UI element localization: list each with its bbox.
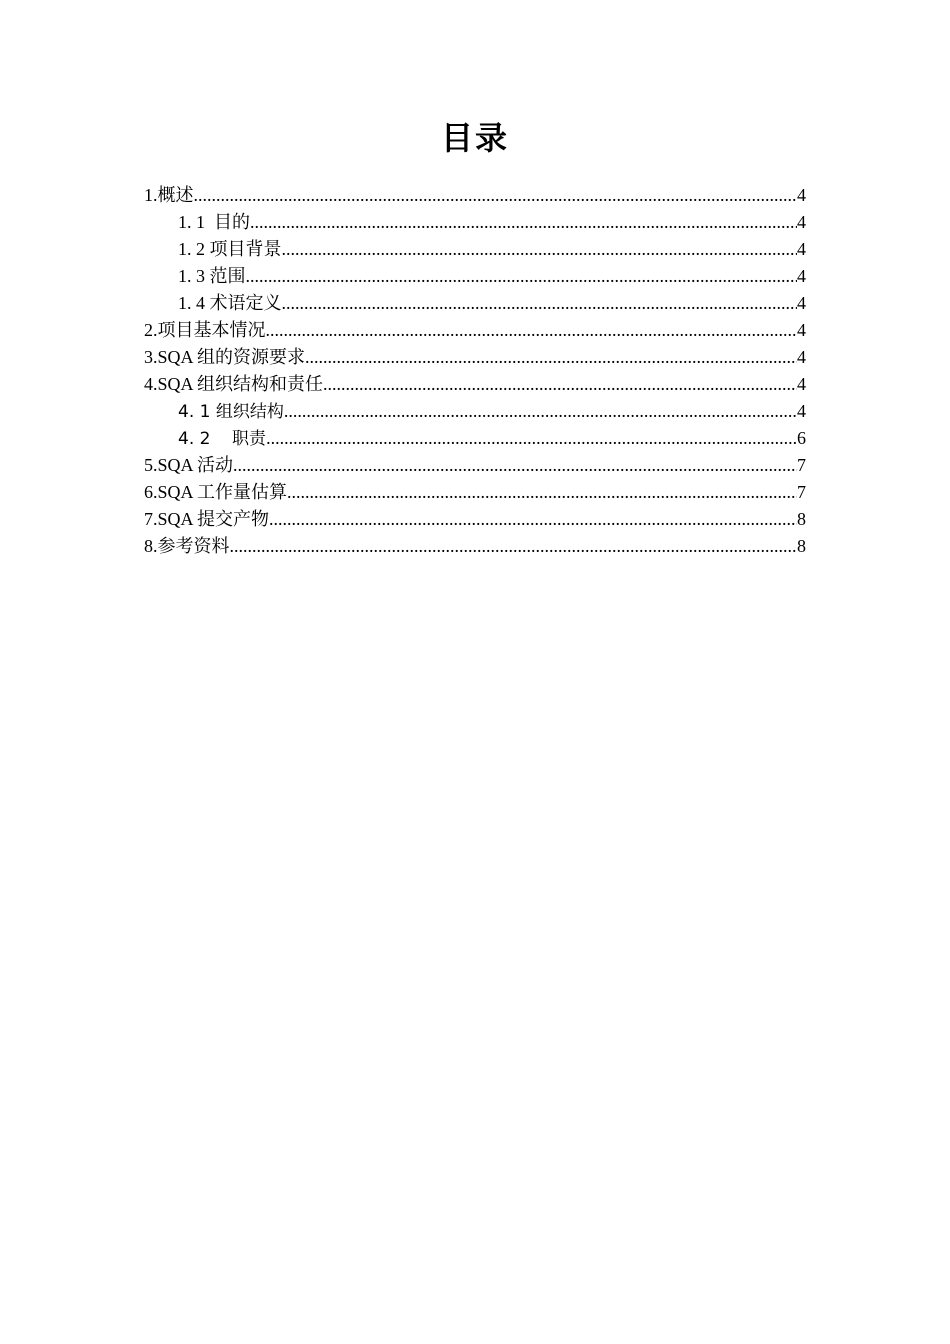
toc-dot-leader xyxy=(269,506,797,533)
toc-dot-leader xyxy=(305,344,797,371)
toc-entry-label: 4.SQA 组织结构和责任 xyxy=(144,374,324,394)
toc-entry-label: 1. 4 术语定义 xyxy=(178,293,282,313)
toc-entry-label: 3.SQA 组的资源要求 xyxy=(144,347,306,367)
toc-entry-label: 8.参考资料 xyxy=(144,536,230,556)
toc-dot-leader xyxy=(282,236,798,263)
toc-entry-page: 4 xyxy=(797,266,806,286)
toc-entry-page: 4 xyxy=(797,293,806,313)
toc-entry-page: 4 xyxy=(797,374,806,394)
toc-dot-leader xyxy=(233,452,797,479)
toc-entry-label: 2.项目基本情况 xyxy=(144,320,266,340)
toc-entry-label: 1. 3 范围 xyxy=(178,266,246,286)
toc-entry[interactable] xyxy=(144,398,806,425)
toc-entry-page: 4 xyxy=(797,347,806,367)
toc-entry[interactable] xyxy=(144,263,806,290)
toc-entry-page: 4 xyxy=(797,320,806,340)
toc-entry-label: 4. 2 职责 xyxy=(178,429,267,449)
toc-entry-page: 4 xyxy=(797,212,806,232)
toc-entry-label: 4. 1 组织结构 xyxy=(178,402,284,422)
toc-entry[interactable] xyxy=(144,479,806,506)
toc-dot-leader xyxy=(230,533,798,560)
toc-entry[interactable] xyxy=(144,371,806,398)
toc-entry[interactable] xyxy=(144,317,806,344)
table-of-contents xyxy=(144,182,806,560)
toc-entry-page: 7 xyxy=(797,455,806,475)
toc-entry[interactable] xyxy=(144,533,806,560)
toc-dot-leader xyxy=(266,425,797,452)
toc-dot-leader xyxy=(323,371,797,398)
toc-entry[interactable] xyxy=(144,209,806,236)
toc-entry[interactable] xyxy=(144,182,806,209)
toc-entry-page: 8 xyxy=(797,536,806,556)
toc-dot-leader xyxy=(282,290,798,317)
toc-title: 目录 xyxy=(440,119,509,157)
toc-entry-page: 4 xyxy=(797,185,806,205)
toc-entry-page: 6 xyxy=(797,428,806,448)
toc-entry-label: 5.SQA 活动 xyxy=(144,455,234,475)
toc-entry-label: 1.概述 xyxy=(144,185,194,205)
toc-entry-label: 7.SQA 提交产物 xyxy=(144,509,270,529)
toc-entry[interactable] xyxy=(144,452,806,479)
toc-dot-leader xyxy=(250,209,797,236)
toc-entry-label: 1. 1 目的 xyxy=(178,212,250,232)
toc-entry[interactable] xyxy=(144,290,806,317)
toc-entry[interactable] xyxy=(144,425,806,452)
toc-dot-leader xyxy=(246,263,798,290)
toc-entry[interactable] xyxy=(144,236,806,263)
toc-entry-page: 8 xyxy=(797,509,806,529)
toc-entry-page: 4 xyxy=(797,401,806,421)
toc-entry-page: 7 xyxy=(797,482,806,502)
toc-dot-leader xyxy=(266,317,798,344)
toc-dot-leader xyxy=(194,182,798,209)
toc-dot-leader xyxy=(284,398,797,425)
toc-entry-label: 1. 2 项目背景 xyxy=(178,239,282,259)
toc-entry-label: 6.SQA 工作量估算 xyxy=(144,482,288,502)
toc-dot-leader xyxy=(287,479,797,506)
toc-entry-page: 4 xyxy=(797,239,806,259)
toc-entry[interactable] xyxy=(144,344,806,371)
toc-entry[interactable] xyxy=(144,506,806,533)
